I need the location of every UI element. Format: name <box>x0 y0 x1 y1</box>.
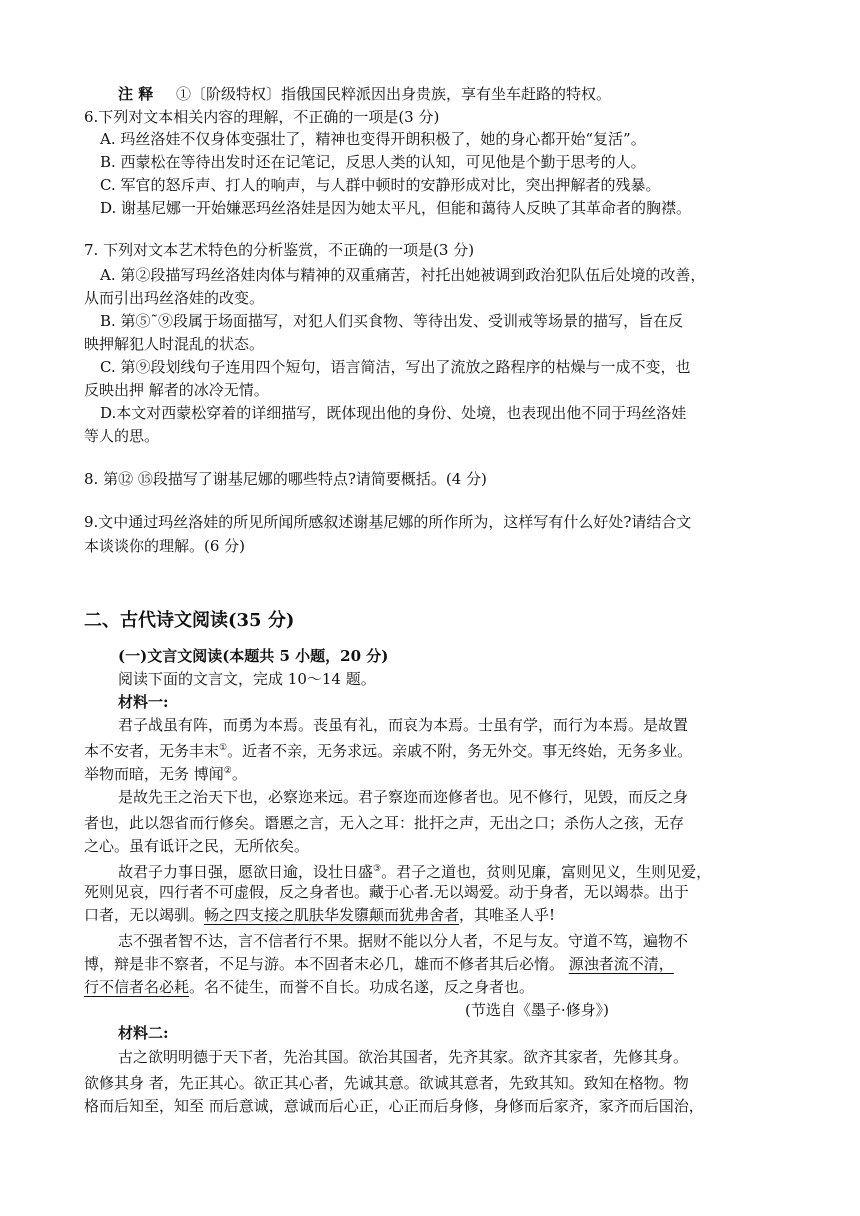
q6-stem: 6.下列对文本相关内容的理解，不正确的一项是(3 分) <box>84 108 440 126</box>
note-text: ①〔阶级特权〕指俄国民粹派因出身贵族，享有坐车赶路的特权。 <box>176 85 612 103</box>
subsection-title: (一)文言文阅读(本题共 5 小题，20 分) <box>118 647 389 665</box>
q7-option-a-line2: 从而引出玛丝洛娃的改变。 <box>84 289 265 307</box>
passage-p4-line1: 志不强者智不达，言不信者行不果。据财不能以分人者，不足与友。守道不笃，遍物不 <box>118 932 689 950</box>
passage-p2-line3: 之心。虽有诋讦之民，无所依矣。 <box>84 837 310 855</box>
q7-option-b-line2: 映押解犯人时混乱的状态。 <box>84 335 265 353</box>
passage-p1-line1: 君子战虽有阵，而勇为本焉。丧虽有礼，而哀为本焉。士虽有学，而行为本焉。是故置 <box>118 716 689 734</box>
underlined-sentence: 源浊者流不清， <box>568 955 674 973</box>
q6-option-c: C. 军官的怒斥声、打人的响声，与人群中顿时的安静形成对比，突出押解者的残暴。 <box>100 176 661 194</box>
q7-stem: 7. 下列对文本艺术特色的分析鉴赏，不正确的一项是(3 分) <box>84 241 475 259</box>
q9-line1: 9.文中通过玛丝洛娃的所见所闻所感叙述谢基尼娜的所作所为，这样写有什么好处?请结合文 <box>84 513 692 531</box>
q6-option-a: A. 玛丝洛娃不仅身体变强壮了，精神也变得开朗积极了，她的身心都开始“复活”。 <box>100 130 646 148</box>
material-one-label: 材料一: <box>118 693 169 711</box>
q6-option-b: B. 西蒙松在等待出发时还在记笔记，反思人类的认知，可见他是个勤于思考的人。 <box>100 153 646 171</box>
note-label: 注 释 <box>118 85 154 103</box>
material-two-line3: 格而后知至，知至 而后意诚，意诚而后心正，心正而后身修，身修而后家齐，家齐而后国治， <box>84 1097 704 1115</box>
section-title: 二、古代诗文阅读(35 分) <box>84 610 295 631</box>
underlined-sentence: 行不信者名必耗 <box>84 978 190 996</box>
q7-option-d-line1: D.本文对西蒙松穿着的详细描写，既体现出他的身份、处境，也表现出他不同于玛丝洛娃 <box>100 404 687 422</box>
q9-line2: 本谈谈你的理解。(6 分) <box>84 537 246 555</box>
passage-p2-line1: 是故先王之治天下也，必察迩来远。君子察迩而迩修者也。见不修行，见毁，而反之身 <box>118 788 689 806</box>
passage-p4-line3: 行不信者名必耗。名不徒生，而誉不自长。功成名遂，反之身者也。 <box>84 978 535 996</box>
q7-option-b-line1: B. 第⑤˜⑨段属于场面描写，对犯人们买食物、等待出发、受训戒等场景的描写，旨在反 <box>100 312 684 330</box>
passage-p4-line2: 博，辩是非不察者，不足与游。本不固者末必几，雄而不修者其后必惰。 源浊者流不清， <box>84 955 674 973</box>
q6-option-d: D. 谢基尼娜一开始嫌恶玛丝洛娃是因为她太平凡，但能和蔼待人反映了其革命者的胸襟。 <box>100 199 692 217</box>
passage-p3-line1: 故君子力事日强，愿欲日逾，设壮日盛③。君子之道也，贫则见廉，富则见义，生则见爱， <box>118 863 712 881</box>
footnote-mark: ① <box>219 743 228 753</box>
passage-p3-line2: 死则见哀，四行者不可虚假，反之身者也。藏于心者.无以竭爱。动于身者，无以竭恭。出于 <box>84 883 689 901</box>
q7-option-c-line1: C. 第⑨段划线句子连用四个短句，语言简洁，写出了流放之路程序的枯燥与一成不变，也 <box>100 358 691 376</box>
passage-p3-line3: 口者，无以竭驯。畅之四支接之肌肤华发隳颠而犹弗舍者，其唯圣人乎! <box>84 906 556 924</box>
footnote-mark: ② <box>223 766 232 776</box>
material-two-line2: 欲修其身 者，先正其心。欲正其心者，先诚其意。欲诚其意者，先致其知。致知在格物。物 <box>84 1074 689 1092</box>
source-citation: (节选自《墨子·修身》) <box>465 1001 609 1019</box>
underlined-sentence: 畅之四支接之肌肤华发隳颠而犹弗舍者 <box>204 906 460 924</box>
q7-option-c-line2: 反映出押 解者的冰冷无情。 <box>84 381 269 399</box>
material-two-label: 材料二: <box>118 1024 169 1042</box>
material-two-line1: 古之欲明明德于天下者，先治其国。欲治其国者，先齐其家。欲齐其家者，先修其身。 <box>118 1048 689 1066</box>
reading-instruction: 阅读下面的文言文，完成 10～14 题。 <box>118 670 376 688</box>
q7-option-a-line1: A. 第②段描写玛丝洛娃肉体与精神的双重痛苦，衬托出她被调到政治犯队伍后处境的改善， <box>100 266 706 284</box>
q7-option-d-line2: 等人的思。 <box>84 427 160 445</box>
passage-p2-line2: 者也，此以怨省而行修矣。谮慝之言，无入之耳：批扞之声，无出之口；杀伤人之孩，无存 <box>84 814 685 832</box>
footnote-mark: ③ <box>373 864 382 874</box>
q8-text: 8. 第⑫ ⑮段描写了谢基尼娜的哪些特点?请简要概括。(4 分) <box>84 470 487 488</box>
passage-p1-line3: 举物而暗，无务 博闻②。 <box>84 765 247 783</box>
passage-p1-line2: 本不安者，无务丰末①。近者不亲，无务求远。亲戚不附，务无外交。事无终始，无务多业。 <box>84 742 693 760</box>
